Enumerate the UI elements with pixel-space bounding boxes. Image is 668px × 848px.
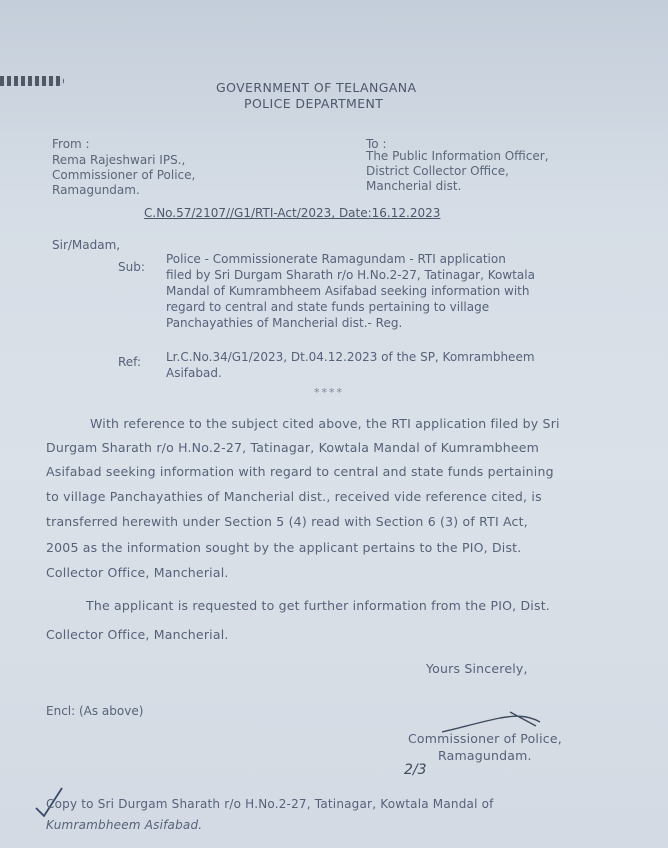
signature-handwritten-note: 2/3 [404, 762, 427, 778]
copy-to-line-1: Copy to Sri Durgam Sharath r/o H.No.2-27, Tatinagar, Kowtala Mandal of [46, 797, 494, 811]
salutation: Sir/Madam, [52, 238, 121, 252]
subject-line-4: regard to central and state funds pertaining to village [166, 300, 490, 314]
paragraph1-line-1: With reference to the subject cited above, the RTI application filed by Sri [90, 416, 560, 431]
to-line-3: Mancherial dist. [366, 179, 462, 193]
to-line-1: The Public Information Officer, [366, 149, 549, 163]
from-label: From : [52, 137, 90, 151]
paragraph2-line-2: Collector Office, Mancherial. [46, 627, 229, 642]
signature-title: Commissioner of Police, [408, 731, 562, 746]
ref-line-1: Lr.C.No.34/G1/2023, Dt.04.12.2023 of the SP, Komrambheem [166, 350, 535, 364]
header-government: GOVERNMENT OF TELANGANA [216, 80, 417, 95]
subject-label: Sub: [118, 260, 145, 274]
to-line-2: District Collector Office, [366, 164, 509, 178]
from-line-2: Commissioner of Police, [52, 168, 196, 182]
to-label: To : [366, 137, 387, 151]
ref-label: Ref: [118, 355, 142, 369]
paragraph1-line-5: transferred herewith under Section 5 (4) read with Section 6 (3) of RTI Act, [46, 514, 528, 529]
signature-office: Ramagundam. [438, 748, 532, 763]
paragraph2-line-1: The applicant is requested to get further information from the PIO, Dist. [86, 598, 550, 613]
paragraph1-line-2: Durgam Sharath r/o H.No.2-27, Tatinagar, Kowtala Mandal of Kumrambheem [46, 440, 539, 455]
subject-line-1: Police - Commissionerate Ramagundam - RTI application [166, 252, 506, 266]
from-line-1: Rema Rajeshwari IPS., [52, 153, 186, 167]
header-department: POLICE DEPARTMENT [244, 96, 384, 111]
ref-line-2: Asifabad. [166, 366, 222, 380]
closing-yours-sincerely: Yours Sincerely, [426, 661, 528, 676]
copy-to-line-2: Kumrambheem Asifabad. [46, 818, 203, 832]
from-line-3: Ramagundam. [52, 183, 140, 197]
paragraph1-line-4: to village Panchayathies of Mancherial dist., received vide reference cited, is [46, 489, 542, 504]
paragraph1-line-7: Collector Office, Mancherial. [46, 565, 229, 580]
separator-stars: **** [314, 386, 344, 399]
subject-line-2: filed by Sri Durgam Sharath r/o H.No.2-27, Tatinagar, Kowtala [166, 268, 535, 282]
staple-mark [0, 76, 64, 86]
paragraph1-line-6: 2005 as the information sought by the applicant pertains to the PIO, Dist. [46, 540, 522, 555]
subject-line-3: Mandal of Kumrambheem Asifabad seeking information with [166, 284, 530, 298]
paragraph1-line-3: Asifabad seeking information with regard to central and state funds pertaining [46, 464, 554, 479]
reference-number: C.No.57/2107//G1/RTI-Act/2023, Date:16.12.2023 [144, 206, 441, 220]
enclosure-note: Encl: (As above) [46, 704, 144, 718]
subject-line-5: Panchayathies of Mancherial dist.- Reg. [166, 316, 403, 330]
